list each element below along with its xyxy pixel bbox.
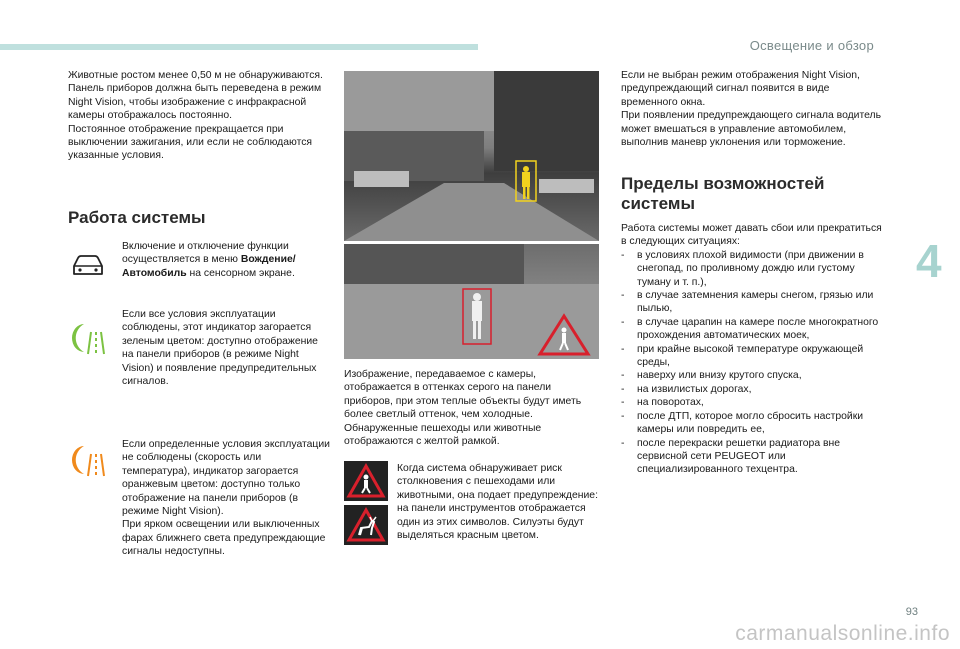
- page-number: 93: [905, 606, 918, 618]
- limits-list: [621, 249, 883, 477]
- deer-warning-icon: [344, 505, 388, 545]
- green-indicator-description: Если все условия эксплуатации соблюдены, этот индикатор загорается зеленым цветом: доступно отображение на панели приборов (в режиме Night Vision) и появление предупредительных сигналов.: [122, 309, 318, 388]
- section-title: Освещение и обзор: [749, 38, 874, 53]
- chapter-number: 4: [916, 235, 942, 287]
- list-item: - в условиях плохой видимости (при движении в снегопад, по проливному дождю или густому туману и т. п.),: [621, 249, 883, 289]
- warning-symbols: [344, 461, 390, 549]
- menu-path: Вождение/ Автомобиль: [122, 254, 296, 279]
- night-vision-pedestrian-alert-image: [344, 244, 599, 359]
- heading-system-limits: Пределы возможностей системы: [621, 174, 825, 213]
- image-caption: Изображение, передаваемое с камеры, отображается в оттенках серого на панели приборов, при этом теплые объекты будут иметь более светлый оттенок, чем холодные. Обнаруженные пешеходы или животные отображаются с желтой рамкой.: [344, 369, 582, 448]
- pedestrian-warning-icon: [344, 461, 388, 501]
- list-item: - после ДТП, которое могло сбросить настройки камеры или повредить ее,: [621, 410, 883, 437]
- list-item: - при крайне высокой температуре окружающей среды,: [621, 343, 883, 370]
- intro-text: [68, 69, 336, 163]
- intro-line-3: Постоянное отображение прекращается при выключении зажигания, или если не соблюдаются указанные условия.: [68, 123, 313, 162]
- list-item: - на поворотах,: [621, 396, 883, 409]
- limits-intro: Работа системы может давать сбои или прекратиться в следующих ситуациях:: [621, 223, 882, 248]
- night-vision-orange-icon: [70, 444, 106, 485]
- list-item: - в случае царапин на камере после многократного прохождения автоматических моек,: [621, 316, 883, 343]
- list-item: - на извилистых дорогах,: [621, 383, 883, 396]
- night-vision-street-image: [344, 71, 599, 241]
- watermark: carmanualsonline.info: [735, 622, 950, 645]
- list-item: - в случае затемнения камеры снегом, грязью или пылью,: [621, 289, 883, 316]
- intro-line-1: Животные ростом менее 0,50 м не обнаруживаются.: [68, 70, 323, 81]
- night-vision-green-icon: [70, 322, 106, 363]
- intro-line-2: Панель приборов должна быть переведена в режим Night Vision, чтобы изображение с инфракрасной камеры отображалось постоянно.: [68, 83, 322, 122]
- heading-system-operation: Работа системы: [68, 208, 206, 227]
- right-intro-text: Если не выбран режим отображения Night Vision, предупреждающий сигнал появится в виде временного окна. При появлении предупреждающего сигнала водитель может вмешаться в управление автомобилем, выполнив маневр уклонения или торможение.: [621, 70, 882, 149]
- warning-description: Когда система обнаруживает риск столкновения с пешеходами или животными, она подает предупреждение: на панели инструментов отображается один из этих символов. Силуэты будут выделяться красным цветом.: [397, 463, 598, 542]
- list-item: - наверху или внизу крутого спуска,: [621, 369, 883, 382]
- limits-section: [621, 222, 883, 477]
- menu-instruction: Включение и отключение функции осуществляется в меню Вождение/ Автомобиль на сенсорном экране.: [122, 241, 296, 279]
- list-item: - после перекраски решетки радиатора вне сервисной сети PEUGEOT или специализированного техцентра.: [621, 437, 883, 477]
- top-accent-bar: [0, 44, 478, 50]
- car-outline-icon: [70, 252, 106, 283]
- orange-indicator-description: Если определенные условия эксплуатации не соблюдены (скорость или температура), индикатор загорается оранжевым цветом: доступно только отображение на панели приборов (в режиме Night Vision). При ярком освещении или выключенных фарах ближнего света предупреждающие сигналы недоступны.: [122, 439, 330, 558]
